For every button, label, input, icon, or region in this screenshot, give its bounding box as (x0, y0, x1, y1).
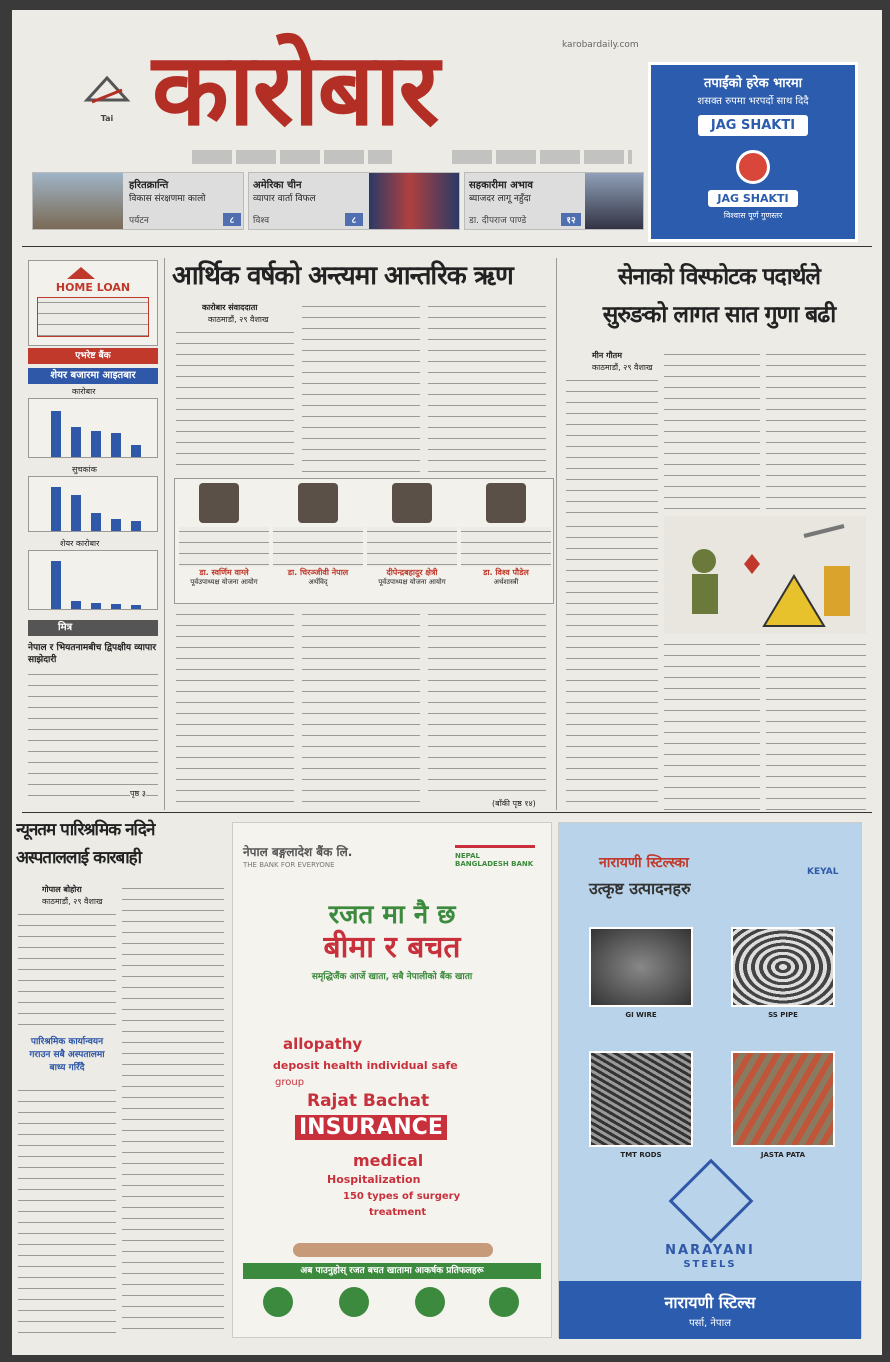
story1-cont-col-2 (302, 610, 420, 810)
story2-headline-1[interactable]: सेनाको विस्फोटक पदार्थले (617, 263, 821, 290)
teaser-2[interactable]: अमेरिका चीन व्यापार वार्ता विफल विश्व ८ (248, 172, 460, 230)
publisher-logo: Tai (82, 70, 132, 130)
quote-4: डा. विश्व पौडेल अर्थशास्त्री (461, 483, 551, 601)
market-chart-2-label: सुचकांक (72, 465, 97, 474)
loan-rate-table (37, 297, 149, 337)
story3-dateline: काठमाडौं, २९ वैशाख (42, 897, 103, 906)
heart-word-cloud: allopathy deposit health individual safe group Rajat Bachat INSURANCE medical Hospitalization 150 types of surgery treatment (273, 1035, 461, 1218)
feature-icon-2 (339, 1287, 369, 1317)
fold-divider (22, 812, 872, 813)
story1-col-1 (176, 328, 294, 472)
story3-headline-1[interactable]: न्यूनतम पारिश्रमिक नदिने (16, 820, 155, 840)
story2-col-6 (766, 640, 866, 810)
section-tag: मित्र (28, 620, 158, 636)
sidebar-divider (164, 258, 165, 810)
story1-byline: कारोबार संवाददाता (202, 303, 258, 312)
story3-col-2 (122, 884, 224, 1334)
product-gi-wire (589, 927, 693, 1007)
product-ss-pipe (731, 927, 835, 1007)
quote-4-portrait (486, 483, 526, 523)
chart3-bar-2 (71, 601, 81, 609)
masthead-site: karobardaily.com (562, 40, 639, 50)
quote-1-portrait (199, 483, 239, 523)
quotes-strip (174, 478, 554, 604)
bulb-icon (736, 150, 770, 184)
story1-dateline: काठमाडौं, २९ वैशाख (208, 315, 269, 324)
product-tmt-rods (589, 1051, 693, 1147)
story2-col-3 (766, 350, 866, 516)
story3-headline-2[interactable]: अस्पताललाई कारबाही (16, 848, 142, 868)
story1-cont-col-1 (176, 610, 294, 810)
brief-headline: नेपाल र भियतनामबीच द्विपक्षीय व्यापार साझेदारी (28, 643, 157, 665)
story1-col-2 (302, 302, 420, 472)
market-title: शेयर बजारमा आइतबार (28, 368, 158, 384)
keyal-logo: KEYAL (807, 867, 839, 877)
story2-illustration (664, 516, 866, 634)
market-chart-1 (28, 398, 158, 458)
chart3-bar-1 (51, 561, 61, 609)
quote-1: डा. स्वर्णिम वाग्ले पूर्वउपाध्यक्ष योजना आयोग (179, 483, 269, 601)
quote-3: दीपेन्द्रबहादुर क्षेत्री पूर्वउपाध्यक्ष योजना आयोग (367, 483, 457, 601)
story1-cont-col-3 (428, 610, 546, 796)
chart3-bar-5 (131, 605, 141, 609)
story2-col-4 (566, 522, 658, 810)
quote-2-portrait (298, 483, 338, 523)
brief-body (28, 670, 158, 800)
chart2-bar-5 (131, 521, 141, 531)
market-chart-3-label: शेयर कारोबार (60, 539, 100, 548)
story3-byline: गोपाल बोहोरा (42, 885, 82, 894)
chart1-bar-4 (111, 433, 121, 457)
center-divider (556, 258, 557, 810)
masthead-rule (452, 150, 632, 164)
teaser-3[interactable]: सहकारीमा अभाव ब्याजदर लागू नहुँदा डा. दीपराज पाण्डे १२ (464, 172, 644, 230)
chart3-bar-4 (111, 604, 121, 609)
chart1-bar-3 (91, 431, 101, 457)
masthead-title: कारोबार (152, 30, 438, 148)
quote-3-portrait (392, 483, 432, 523)
story3-col-1b (18, 1086, 116, 1336)
chart1-bar-1 (51, 411, 61, 457)
teaser-1-photo (33, 173, 123, 229)
newspaper-page (12, 10, 882, 1355)
nbb-feature-icons (263, 1287, 523, 1327)
story2-byline: मीन गौतम (592, 351, 623, 360)
chart2-bar-2 (71, 495, 81, 531)
jagshakti-ad[interactable]: तपाईंको हरेक भारमा शसक्त रुपमा भरपर्दो साथ दिदै JAG SHAKTI JAG SHAKTI विश्वास पूर्ण गुणस्तर (648, 62, 858, 242)
story2-col-2 (664, 350, 760, 516)
chart2-bar-3 (91, 513, 101, 531)
market-chart-3 (28, 550, 158, 610)
market-chart-1-label: कारोबार (72, 387, 96, 396)
story2-dateline: काठमाडौं, २९ वैशाख (592, 363, 653, 372)
story3-col-1 (18, 910, 116, 1030)
brief-page-ref: पृष्ठ ३ (130, 789, 146, 798)
story2-headline-2[interactable]: सुरुङको लागत सात गुणा बढी (602, 301, 836, 328)
hand-illustration (293, 1243, 493, 1257)
bank-strip: एभरेष्ट बैंक (28, 348, 158, 364)
feature-icon-1 (263, 1287, 293, 1317)
chart1-bar-5 (131, 445, 141, 457)
story1-continued: (बाँकी पृष्ठ १४) (492, 799, 536, 808)
home-loan-ad[interactable]: HOME LOAN (28, 260, 158, 346)
chart3-bar-3 (91, 603, 101, 609)
teaser-3-photo (585, 173, 643, 229)
house-icon (67, 267, 95, 279)
story1-headline[interactable]: आर्थिक वर्षको अन्त्यमा आन्तरिक ऋण (172, 261, 513, 291)
masthead-dateline (192, 150, 392, 164)
story3-subhead: पारिश्रमिक कार्यान्वयन गराउन सबै अस्पतालमा बाध्य गरिँदै (29, 1037, 105, 1073)
story2-col-1 (566, 376, 658, 516)
nbb-ad[interactable]: नेपाल बङ्गलादेश बैंक लि. THE BANK FOR EVERYONE NEPAL BANGLADESH BANK रजत मा नै छ बीमा र बचत समृद्धिजैंक आर्जे खाता, सबै नेपालीको बैंक खाता allopathy deposit health individual safe group Rajat Bachat INSURANCE medical Hospitalization 150 types of surgery treatment अब पाउनुहोस् रजत बचत खातामा आकर्षक प्रतिफलहरू (232, 822, 552, 1338)
jagshakti-logo: JAG SHAKTI (698, 115, 808, 136)
teaser-1[interactable]: हरितक्रान्ति विकास संरक्षणमा कालो पर्यटन ८ (32, 172, 244, 230)
nbb-logo: NEPAL BANGLADESH BANK (455, 845, 535, 868)
teaser-2-photo (369, 173, 459, 229)
narayani-logo-icon (669, 1159, 754, 1244)
market-chart-2 (28, 476, 158, 532)
narayani-ad[interactable]: नारायणी स्टिल्स्का उत्कृष्ट उत्पादनहरु KEYAL GI WIRE SS PIPE TMT RODS JASTA PATA NARAYANI STEELS नारायणी स्टिल्स पर्सा, नेपाल (558, 822, 862, 1338)
quote-2: डा. चिरञ्जीवी नेपाल अर्थविद् (273, 483, 363, 601)
story2-col-5 (664, 640, 760, 810)
chart2-bar-4 (111, 519, 121, 531)
story1-col-3 (428, 302, 546, 472)
product-jasta-pata (731, 1051, 835, 1147)
masthead-divider (22, 246, 872, 247)
narayani-footer: नारायणी स्टिल्स पर्सा, नेपाल (559, 1281, 861, 1339)
chart2-bar-1 (51, 487, 61, 531)
chart1-bar-2 (71, 427, 81, 457)
feature-icon-3 (415, 1287, 445, 1317)
feature-icon-4 (489, 1287, 519, 1317)
